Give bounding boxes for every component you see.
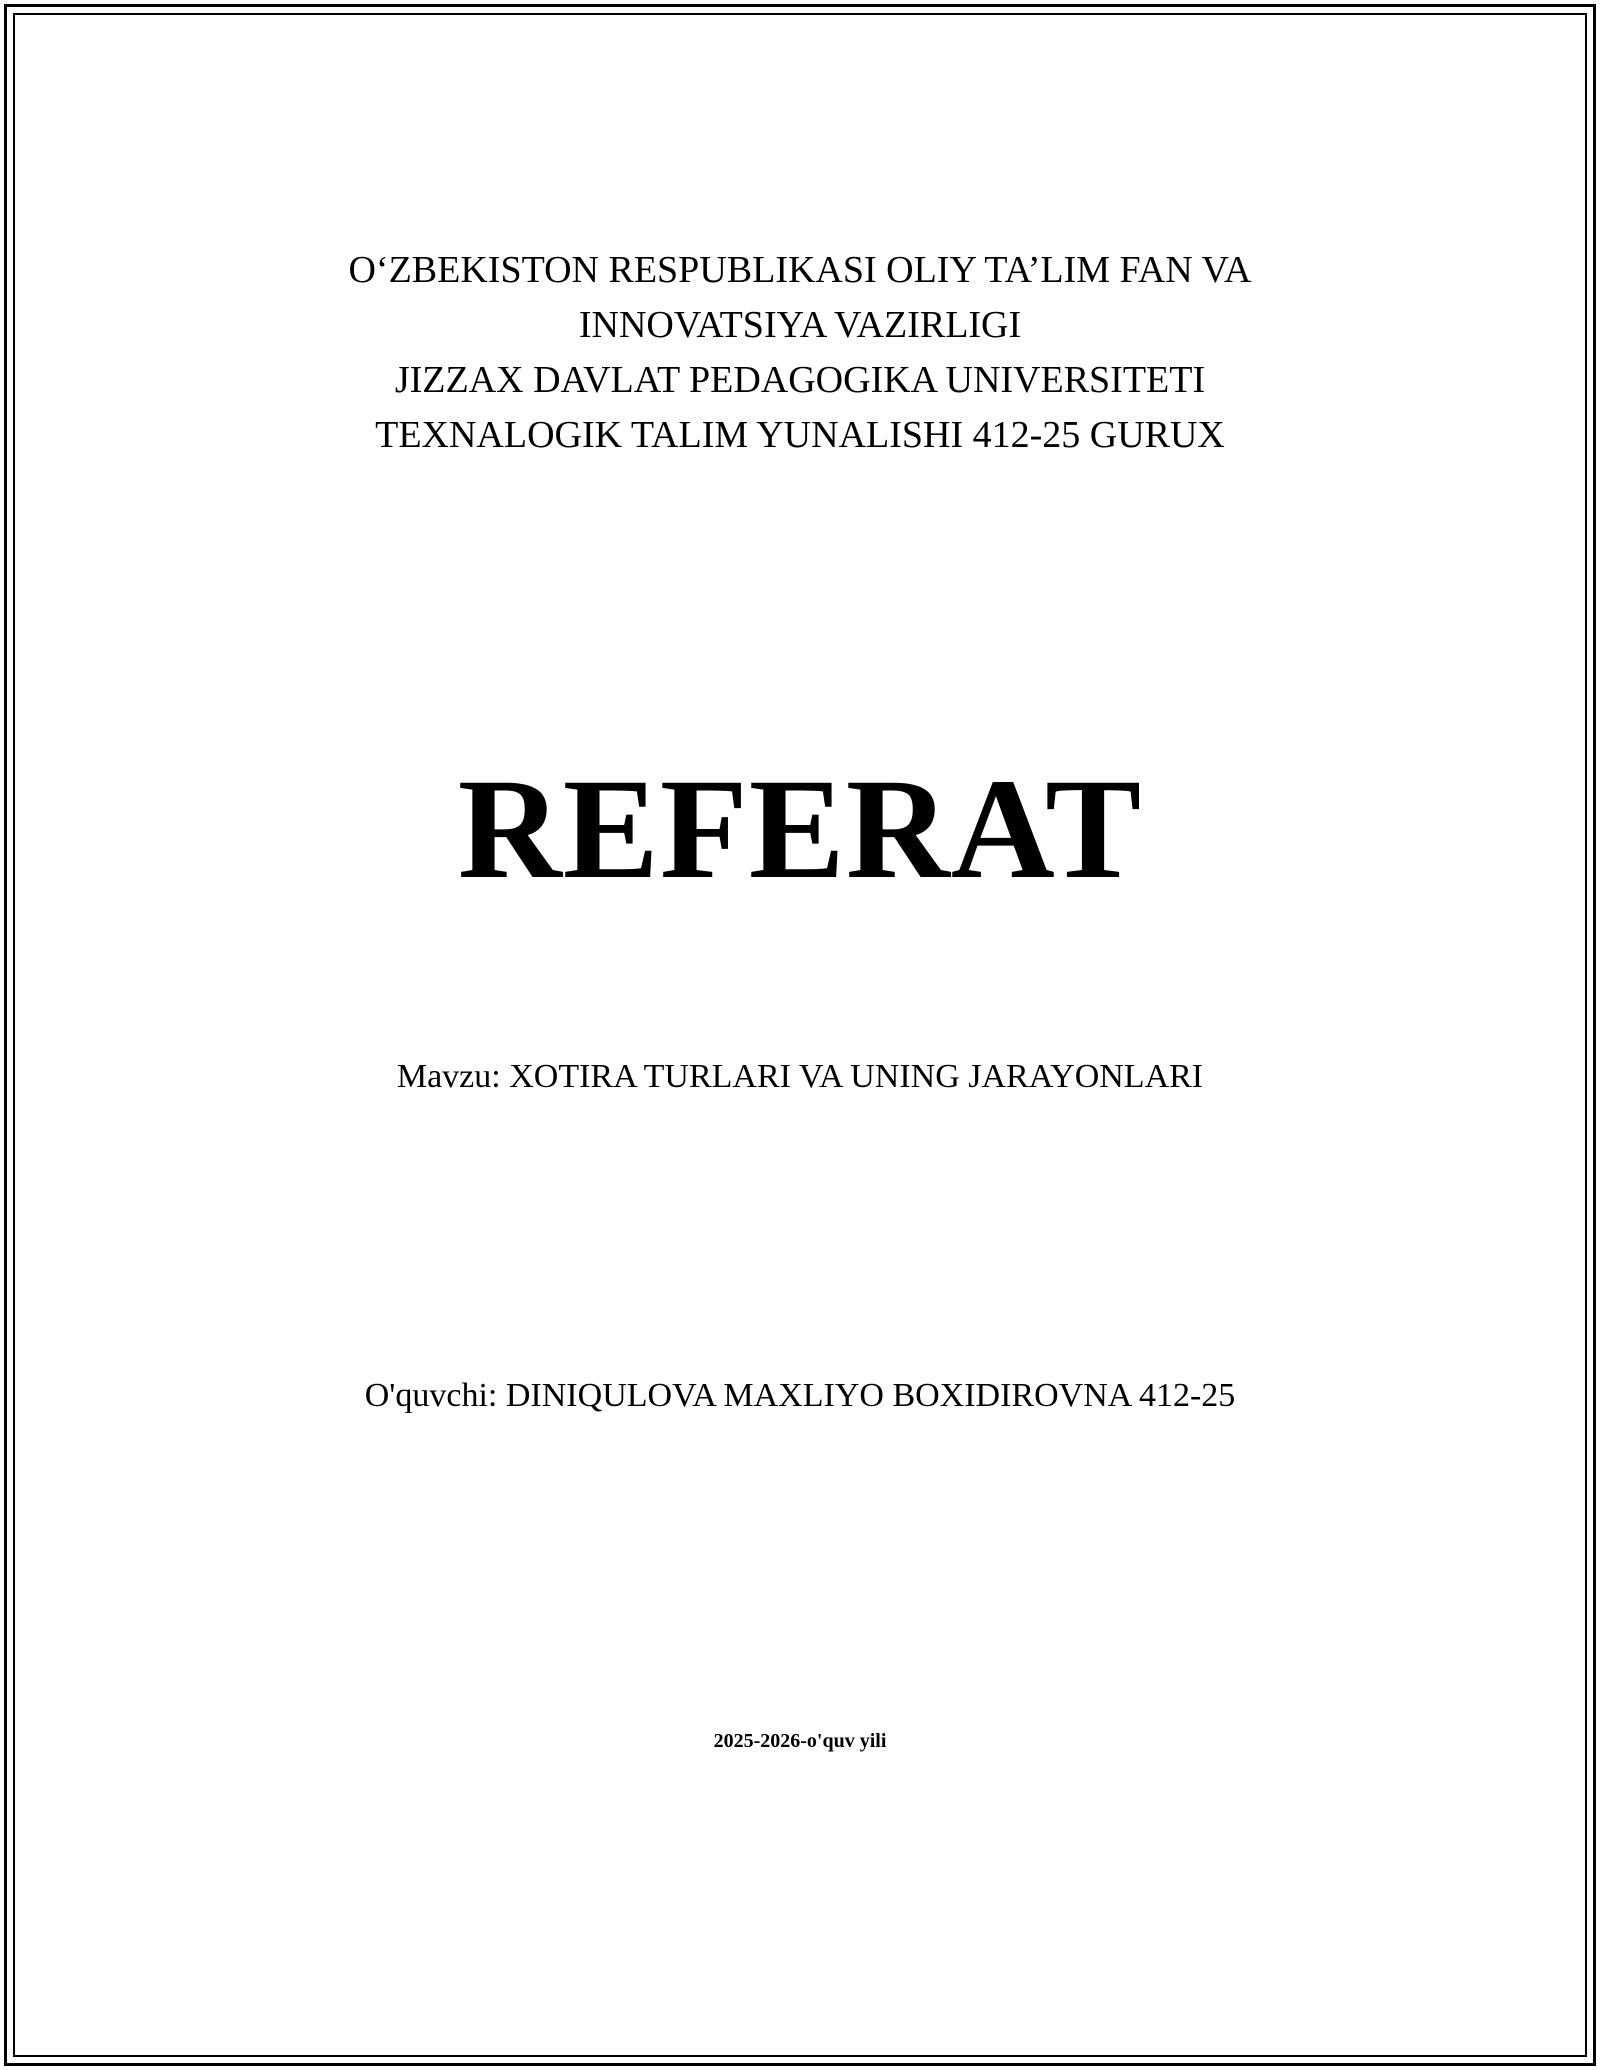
document-title: REFERAT [457, 750, 1143, 909]
header-line-university: JIZZAX DAVLAT PEDAGOGIKA UNIVERSITETI [394, 359, 1206, 401]
header-line-ministry-1: O‘ZBEKISTON RESPUBLIKASI OLIY TA’LIM FAN VA [348, 249, 1252, 291]
student-line: O'quvchi: DINIQULOVA MAXLIYO BOXIDIROVNA 412-25 [364, 1377, 1236, 1414]
header-line-ministry-2: INNOVATSIYA VAZIRLIGI [578, 304, 1022, 346]
academic-year: 2025-2026-o'quv yili [713, 1730, 887, 1752]
topic-line: Mavzu: XOTIRA TURLARI VA UNING JARAYONLARI [396, 1058, 1204, 1095]
header-line-department: TEXNALOGIK TALIM YUNALISHI 412-25 GURUX [375, 414, 1225, 456]
institution-header [0, 243, 1600, 463]
